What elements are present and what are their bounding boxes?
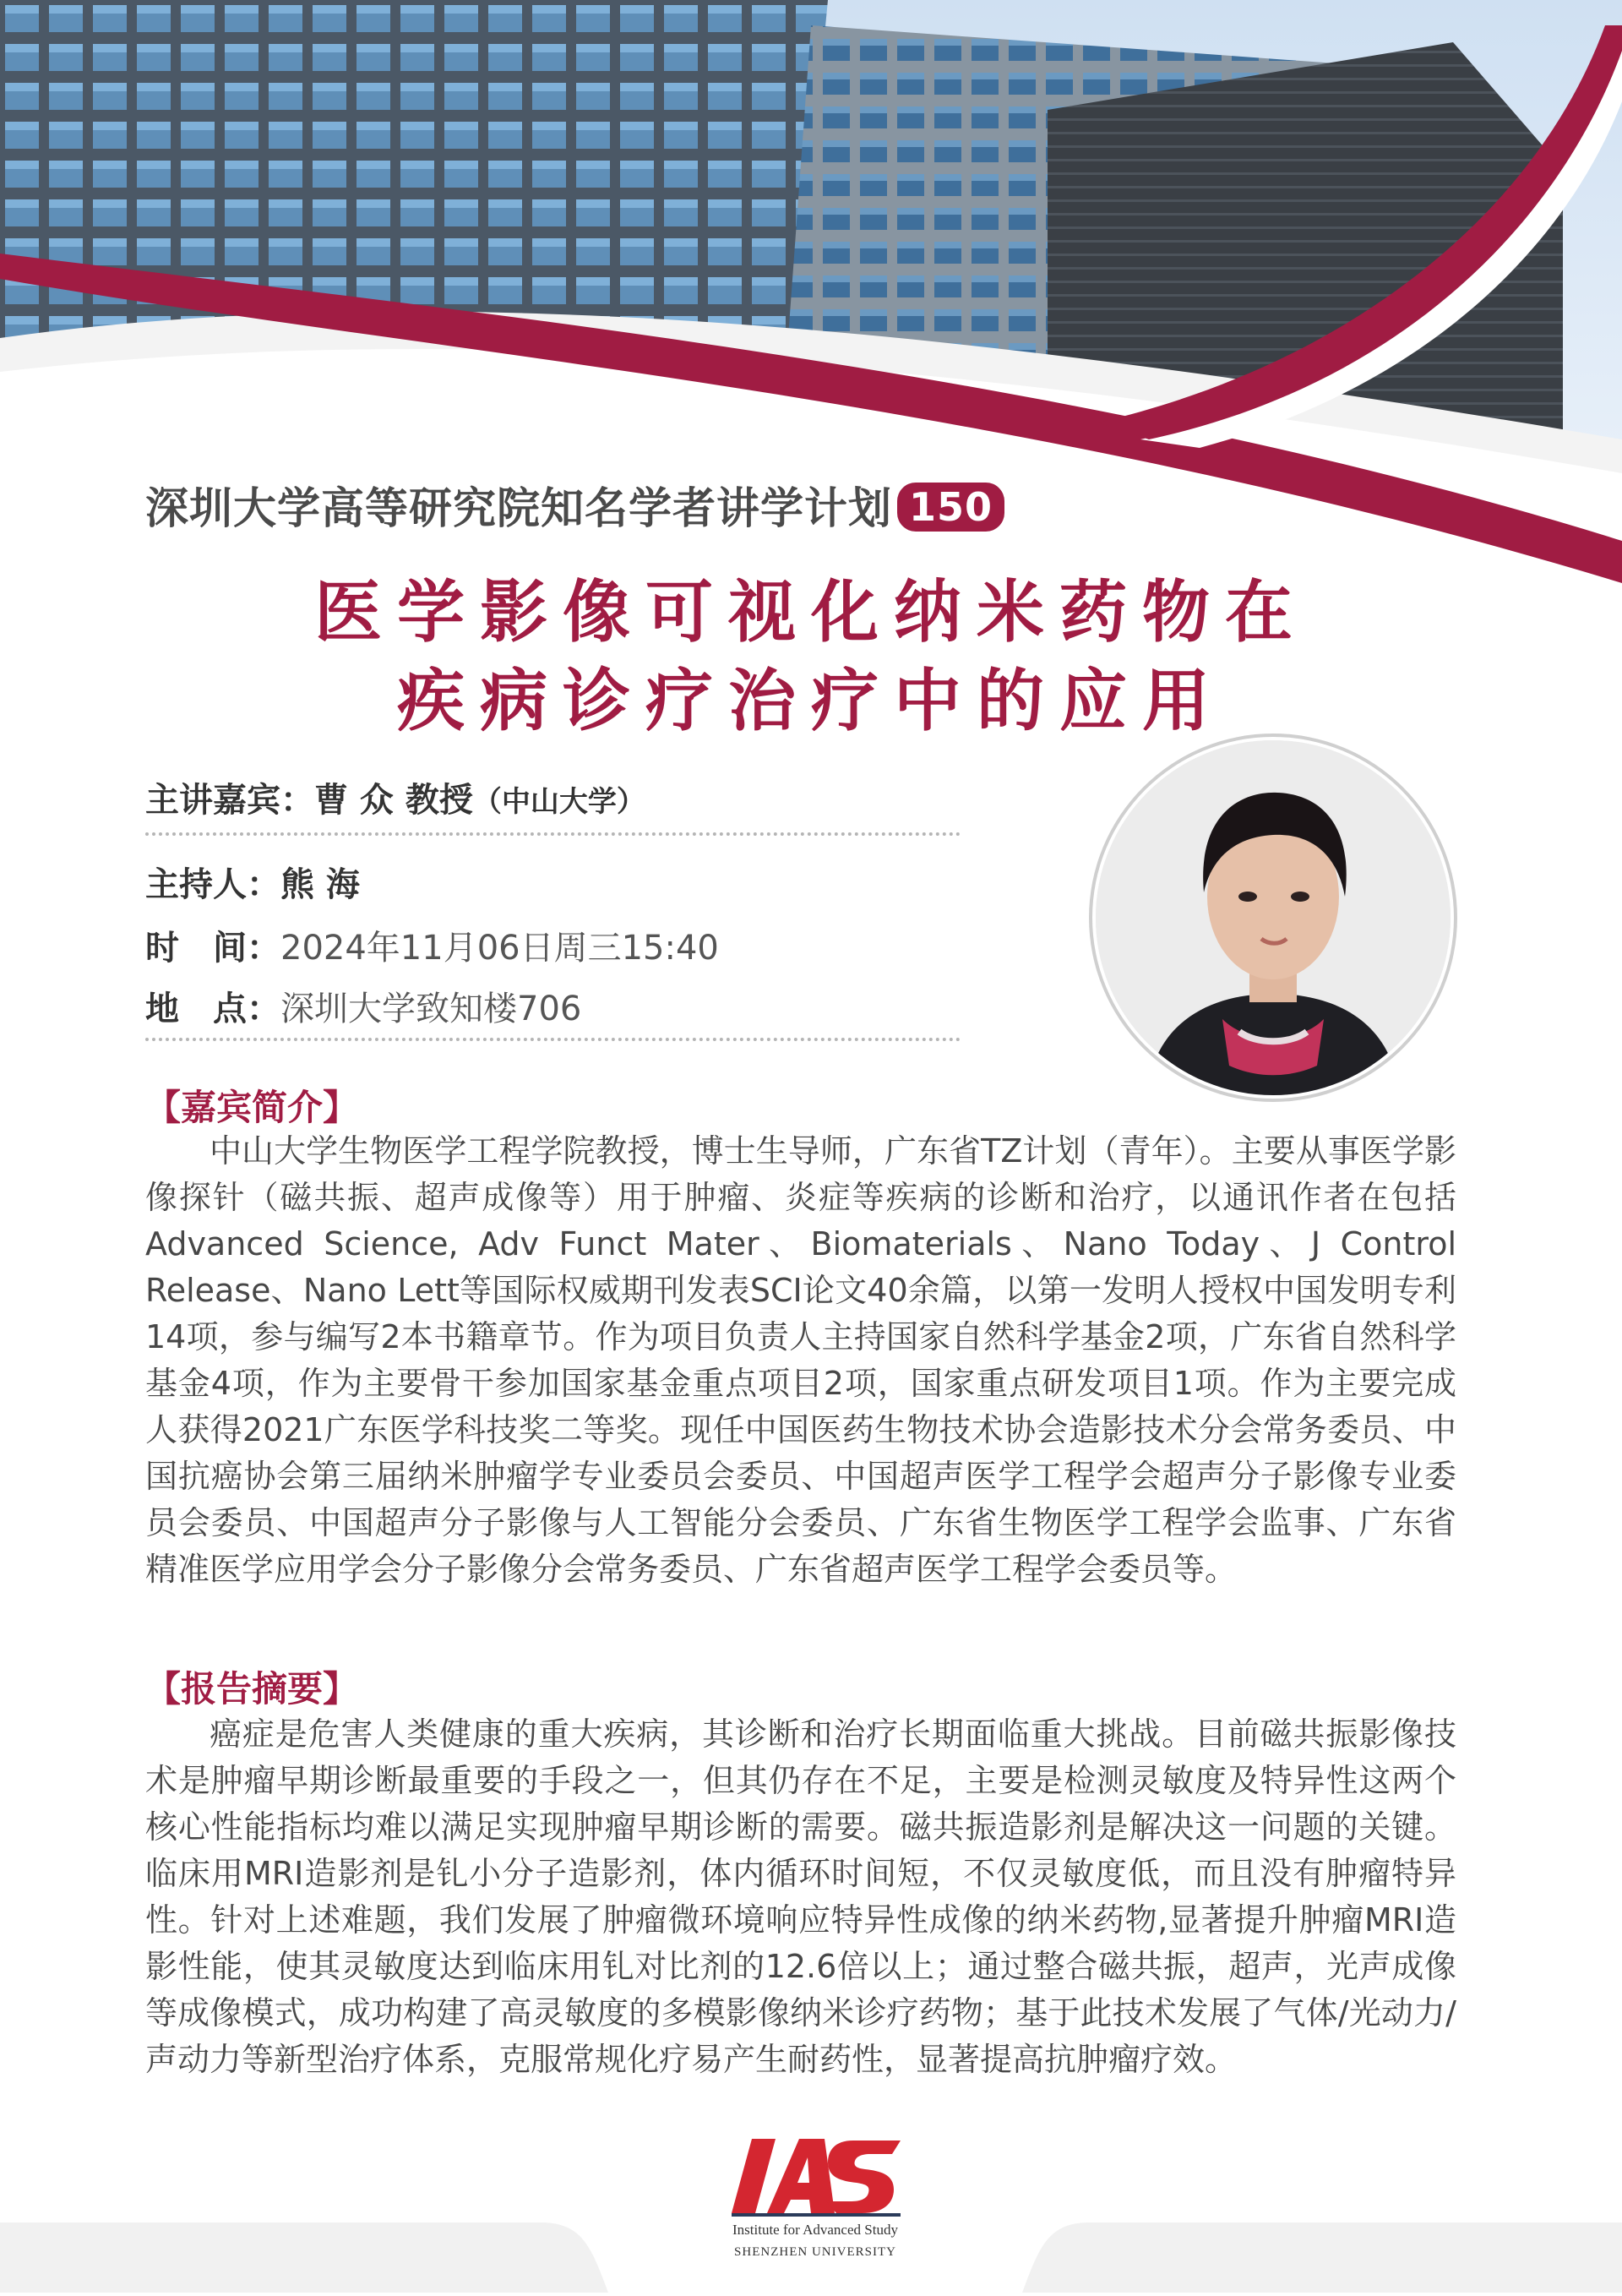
place-value: 深圳大学致知楼706 bbox=[280, 990, 582, 1028]
divider bbox=[145, 1038, 961, 1041]
ias-logo-line2: SHENZHEN UNIVERSITY bbox=[734, 2245, 896, 2259]
time-row bbox=[145, 921, 719, 969]
lecture-series bbox=[145, 473, 1004, 536]
bio-heading: 【嘉宾简介】 bbox=[145, 1087, 359, 1128]
time-value: 2024年11月06日周三15:40 bbox=[280, 929, 719, 968]
footer-shape bbox=[0, 2197, 1622, 2293]
series-name: 深圳大学高等研究院知名学者讲学计划 bbox=[145, 484, 893, 534]
speaker-label: 主讲嘉宾： bbox=[145, 781, 314, 820]
host-name: 熊 海 bbox=[280, 865, 360, 904]
speaker-affiliation: （中山大学） bbox=[472, 785, 645, 819]
title-line-1: 医学影像可视化纳米药物在 bbox=[314, 573, 1308, 652]
speaker-photo bbox=[1096, 740, 1451, 1095]
divider bbox=[145, 832, 961, 836]
series-number-badge: 150 bbox=[897, 483, 1004, 532]
place-label: 地 点： bbox=[145, 990, 280, 1028]
time-label: 时 间： bbox=[145, 929, 280, 968]
speaker-name: 曹 众 教授 bbox=[314, 781, 473, 820]
bio-text: 中山大学生物医学工程学院教授，博士生导师，广东省TZ计划（青年）。主要从事医学影像探针（磁共振、超声成像等）用于肿瘤、炎症等疾病的诊断和治疗，以通讯作者在包括Advanced Science, Adv Funct Mater、Biomaterials、Nano Today、J Control Release、Nano Lett等国际权威期刊发表SCI论文40余篇，以第一发明人授权中国发明专利14项，参与编写2本书籍章节。作为项目负责人主持国家自然科学基金2项，广东省自然科学基金4项，作为主要骨干参加国家基金重点项目2项，国家重点研发项目1项。作为主要完成人获得2021广东医学科技奖二等奖。现任中国医药生物技术协会造影技术分会常务委员、中国抗癌协会第三届纳米肿瘤学专业委员会委员、中国超声医学工程学会超声分子影像专业委员会委员、中国超声分子影像与人工智能分会委员、广东省生物医学工程学会监事、广东省精准医学应用学会分子影像分会常务委员、广东省超声医学工程学会委员等。 bbox=[145, 1132, 1456, 1588]
host-row bbox=[145, 858, 360, 906]
host-label: 主持人： bbox=[145, 865, 280, 904]
abstract-heading: 【报告摘要】 bbox=[145, 1668, 359, 1710]
abstract-text: 癌症是危害人类健康的重大疾病，其诊断和治疗长期面临重大挑战。目前磁共振影像技术是肿瘤早期诊断最重要的手段之一，但其仍存在不足，主要是检测灵敏度及特异性这两个核心性能指标均难以满足实现肿瘤早期诊断的需要。磁共振造影剂是解决这一问题的关键。临床用MRI造影剂是钆小分子造影剂，体内循环时间短，不仅灵敏度低，而且没有肿瘤特异性。针对上述难题，我们发展了肿瘤微环境响应特异性成像的纳米药物,显著提升肿瘤MRI造影性能，使其灵敏度达到临床用钆对比剂的12.6倍以上；通过整合磁共振，超声，光声成像等成像模式，成功构建了高灵敏度的多模影像纳米诊疗药物；基于此技术发展了气体/光动力/声动力等新型治疗体系，克服常规化疗易产生耐药性，显著提高抗肿瘤疗效。 bbox=[145, 1715, 1456, 2078]
title-line-2: 疾病诊疗治疗中的应用 bbox=[397, 662, 1225, 740]
place-row bbox=[145, 982, 581, 1030]
speaker-row bbox=[145, 773, 645, 821]
ias-logo-line1: Institute for Advanced Study bbox=[732, 2222, 898, 2238]
